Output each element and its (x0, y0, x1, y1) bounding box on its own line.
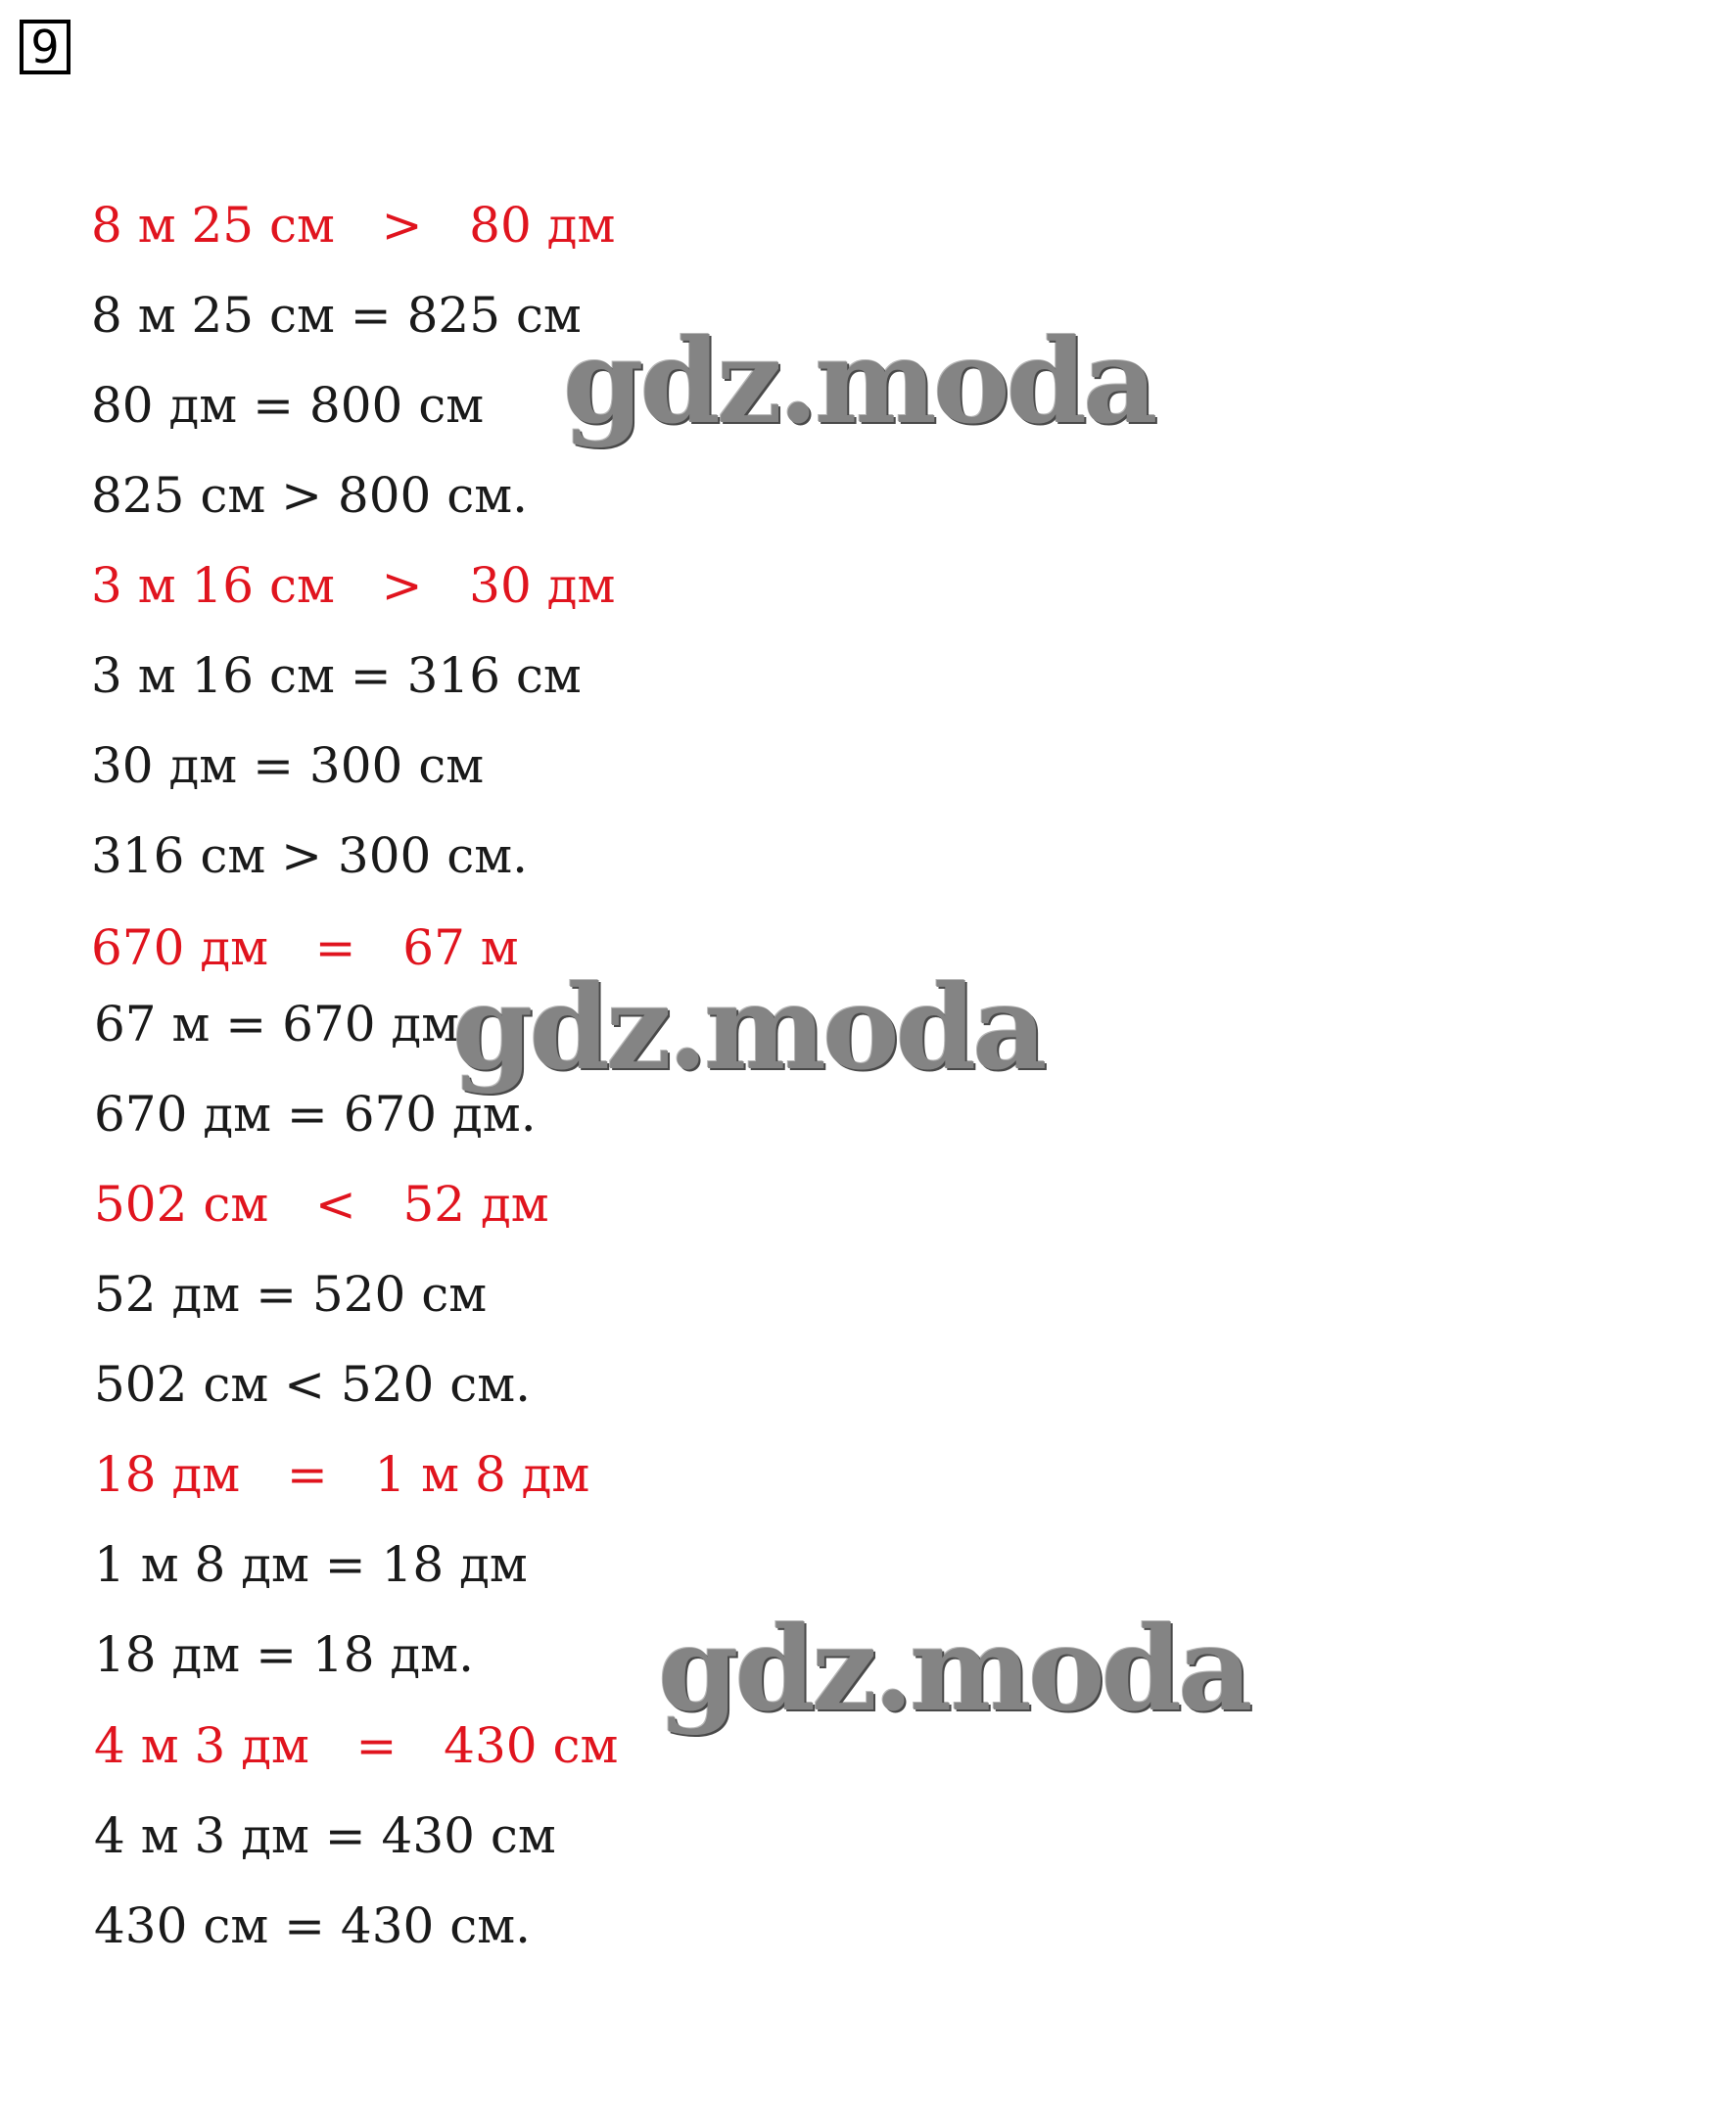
solution-line: 3 м 16 см = 316 см (91, 647, 582, 704)
solution-line: 4 м 3 дм = 430 см (94, 1807, 556, 1864)
watermark-logo: gdz.moda (563, 313, 1154, 449)
comparison-line-6: 4 м 3 дм = 430 см (94, 1717, 619, 1774)
solution-line: 80 дм = 800 см (91, 377, 485, 434)
solution-line: 8 м 25 см = 825 см (91, 287, 582, 344)
solution-line: 825 см > 800 см. (91, 467, 529, 524)
comparison-line-5: 18 дм = 1 м 8 дм (94, 1446, 590, 1503)
solution-line: 30 дм = 300 см (91, 737, 485, 794)
solution-line: 1 м 8 дм = 18 дм (94, 1536, 528, 1593)
watermark-logo: gdz.moda (658, 1601, 1249, 1737)
solution-line: 670 дм = 670 дм. (94, 1086, 537, 1143)
solution-line: 67 м = 670 дм (94, 996, 460, 1052)
watermark-logo: gdz.moda (452, 959, 1044, 1096)
comparison-line-3: 670 дм = 67 м (91, 919, 519, 976)
comparison-line-1: 8 м 25 см > 80 дм (91, 197, 616, 254)
solution-line: 502 см < 520 см. (94, 1356, 532, 1413)
solution-line: 316 см > 300 см. (91, 827, 529, 884)
task-number-box: 9 (20, 20, 70, 74)
comparison-line-4: 502 см < 52 дм (94, 1176, 549, 1233)
solution-line: 18 дм = 18 дм. (94, 1626, 474, 1683)
solution-line: 52 дм = 520 см (94, 1266, 488, 1323)
comparison-line-2: 3 м 16 см > 30 дм (91, 557, 616, 614)
solution-line: 430 см = 430 см. (94, 1897, 532, 1954)
